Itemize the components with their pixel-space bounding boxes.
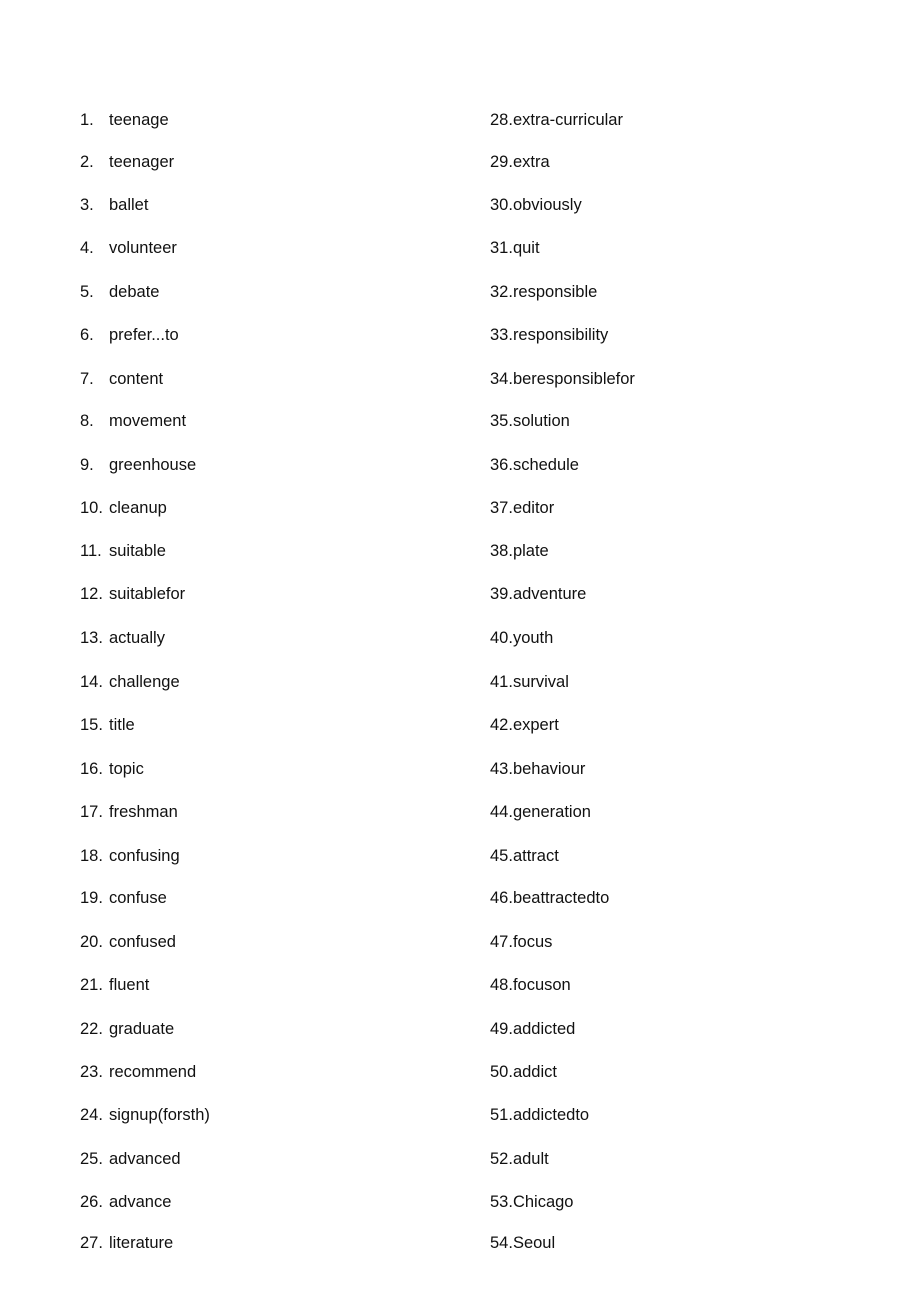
word-list-item — [490, 582, 586, 606]
item-word: youth — [512, 629, 554, 647]
item-number: 20. — [80, 933, 103, 951]
item-number: 9. — [80, 456, 94, 474]
item-word: volunteer — [109, 239, 177, 257]
item-word: addict — [512, 1063, 557, 1081]
item-number: 35. — [490, 412, 513, 430]
item-number: 24. — [80, 1106, 103, 1124]
item-number: 42. — [490, 716, 513, 734]
item-word: freshman — [109, 803, 178, 821]
item-word: ballet — [109, 196, 149, 214]
item-word: adventure — [512, 585, 587, 603]
item-number: 8. — [80, 412, 94, 430]
word-list-item — [80, 582, 185, 606]
word-list-item — [490, 1103, 589, 1127]
word-list-item — [80, 236, 177, 260]
item-word: beattractedto — [512, 889, 610, 907]
word-list-item — [490, 1231, 555, 1255]
word-list-item — [80, 150, 174, 174]
item-number: 50. — [490, 1063, 513, 1081]
item-number: 4. — [80, 239, 94, 257]
word-list-item — [490, 800, 591, 824]
item-number: 51. — [490, 1106, 513, 1124]
item-number: 18. — [80, 847, 103, 865]
word-list-item — [490, 150, 550, 174]
item-number: 52. — [490, 1150, 513, 1168]
item-word: generation — [512, 803, 591, 821]
item-word: focus — [512, 933, 553, 951]
item-number: 26. — [80, 1193, 103, 1211]
word-list-item — [80, 800, 178, 824]
word-list-item — [80, 1060, 196, 1084]
item-number: 41. — [490, 673, 513, 691]
item-word: actually — [109, 629, 165, 647]
item-number: 7. — [80, 370, 94, 388]
word-list-item — [80, 757, 144, 781]
word-list-item — [490, 886, 609, 910]
item-number: 5. — [80, 283, 94, 301]
item-word: advanced — [109, 1150, 181, 1168]
word-list-item — [80, 626, 165, 650]
word-list-item — [80, 930, 176, 954]
item-number: 22. — [80, 1020, 103, 1038]
item-word: graduate — [109, 1020, 175, 1038]
word-list-item — [80, 1017, 174, 1041]
word-list-item — [490, 930, 552, 954]
item-word: expert — [512, 716, 559, 734]
word-list-item — [490, 713, 559, 737]
item-number: 28. — [490, 111, 513, 129]
item-word: Seoul — [512, 1234, 556, 1252]
word-list-item — [80, 1147, 181, 1171]
item-word: teenage — [109, 111, 169, 129]
word-list-item — [80, 713, 135, 737]
word-list-item — [80, 409, 186, 433]
word-list-item — [80, 1103, 210, 1127]
item-number: 49. — [490, 1020, 513, 1038]
item-word: schedule — [512, 456, 579, 474]
item-word: confuse — [109, 889, 167, 907]
item-number: 54. — [490, 1234, 513, 1252]
word-list-item — [490, 757, 585, 781]
item-word: adult — [512, 1150, 549, 1168]
item-word: confusing — [109, 847, 180, 865]
item-word: obviously — [512, 196, 582, 214]
word-list-item — [490, 496, 554, 520]
item-word: content — [109, 370, 164, 388]
item-number: 48. — [490, 976, 513, 994]
item-number: 53. — [490, 1193, 513, 1211]
item-number: 43. — [490, 760, 513, 778]
word-list-item — [80, 280, 159, 304]
item-word: survival — [512, 673, 569, 691]
word-list-item — [80, 323, 179, 347]
item-number: 32. — [490, 283, 513, 301]
item-word: focuson — [512, 976, 571, 994]
item-word: suitable — [109, 542, 166, 560]
word-list-item — [490, 367, 635, 391]
item-number: 46. — [490, 889, 513, 907]
item-word: teenager — [109, 153, 175, 171]
item-number: 37. — [490, 499, 513, 517]
item-word: fluent — [109, 976, 150, 994]
item-word: attract — [512, 847, 559, 865]
item-word: Chicago — [512, 1193, 574, 1211]
word-list-item — [490, 280, 597, 304]
item-number: 31. — [490, 239, 513, 257]
word-list-item — [80, 844, 180, 868]
word-list-item — [490, 236, 540, 260]
item-word: addicted — [512, 1020, 576, 1038]
item-number: 33. — [490, 326, 513, 344]
item-word: challenge — [109, 673, 180, 691]
word-list-item — [80, 670, 180, 694]
word-list-item — [490, 1147, 549, 1171]
word-list-item — [490, 453, 579, 477]
item-word: cleanup — [109, 499, 167, 517]
word-list-item — [490, 193, 582, 217]
item-word: prefer...to — [109, 326, 179, 344]
item-word: extra-curricular — [512, 111, 623, 129]
item-number: 30. — [490, 196, 513, 214]
word-list-item — [490, 1060, 557, 1084]
word-list-item — [80, 1231, 173, 1255]
word-list-item — [80, 367, 163, 391]
item-number: 16. — [80, 760, 103, 778]
item-word: solution — [512, 412, 570, 430]
item-word: editor — [512, 499, 555, 517]
item-number: 12. — [80, 585, 103, 603]
item-word: extra — [512, 153, 550, 171]
item-word: confused — [109, 933, 176, 951]
word-list-item — [490, 323, 608, 347]
word-list-item — [490, 1017, 575, 1041]
item-word: advance — [109, 1193, 172, 1211]
word-list-item — [490, 844, 559, 868]
word-list-item — [80, 539, 166, 563]
word-list-item — [490, 973, 571, 997]
item-number: 47. — [490, 933, 513, 951]
item-word: behaviour — [512, 760, 586, 778]
item-word: movement — [109, 412, 187, 430]
item-word: beresponsiblefor — [512, 370, 635, 388]
item-word: literature — [109, 1234, 174, 1252]
word-list-item — [80, 193, 148, 217]
item-word: debate — [109, 283, 160, 301]
item-number: 27. — [80, 1234, 103, 1252]
item-number: 44. — [490, 803, 513, 821]
item-word: title — [109, 716, 135, 734]
item-number: 10. — [80, 499, 103, 517]
item-number: 3. — [80, 196, 94, 214]
item-word: addictedto — [512, 1106, 590, 1124]
word-list-item — [490, 626, 553, 650]
item-number: 1. — [80, 111, 94, 129]
item-number: 11. — [80, 542, 102, 560]
item-word: signup(forsth) — [109, 1106, 210, 1124]
word-list-item — [80, 496, 167, 520]
item-number: 40. — [490, 629, 513, 647]
word-list-item — [490, 108, 623, 132]
item-word: plate — [512, 542, 549, 560]
item-word: topic — [109, 760, 144, 778]
word-list-item — [490, 1190, 573, 1214]
item-number: 25. — [80, 1150, 103, 1168]
word-list-item — [490, 539, 549, 563]
item-number: 38. — [490, 542, 513, 560]
item-number: 45. — [490, 847, 513, 865]
item-number: 17. — [80, 803, 103, 821]
item-number: 19. — [80, 889, 103, 907]
item-number: 34. — [490, 370, 513, 388]
item-word: responsibility — [512, 326, 609, 344]
word-list-item — [80, 973, 149, 997]
item-number: 6. — [80, 326, 94, 344]
item-number: 29. — [490, 153, 513, 171]
item-number: 15. — [80, 716, 103, 734]
word-list-item — [490, 409, 570, 433]
item-number: 23. — [80, 1063, 103, 1081]
item-number: 39. — [490, 585, 513, 603]
word-list-item — [80, 453, 196, 477]
word-list-item — [490, 670, 569, 694]
item-number: 21. — [80, 976, 103, 994]
item-word: suitablefor — [109, 585, 186, 603]
item-number: 36. — [490, 456, 513, 474]
word-list-item — [80, 108, 169, 132]
item-number: 14. — [80, 673, 103, 691]
item-word: quit — [512, 239, 540, 257]
word-list-item — [80, 886, 167, 910]
item-word: recommend — [109, 1063, 197, 1081]
word-list-item — [80, 1190, 171, 1214]
item-number: 13. — [80, 629, 103, 647]
item-number: 2. — [80, 153, 94, 171]
item-word: responsible — [512, 283, 598, 301]
item-word: greenhouse — [109, 456, 197, 474]
